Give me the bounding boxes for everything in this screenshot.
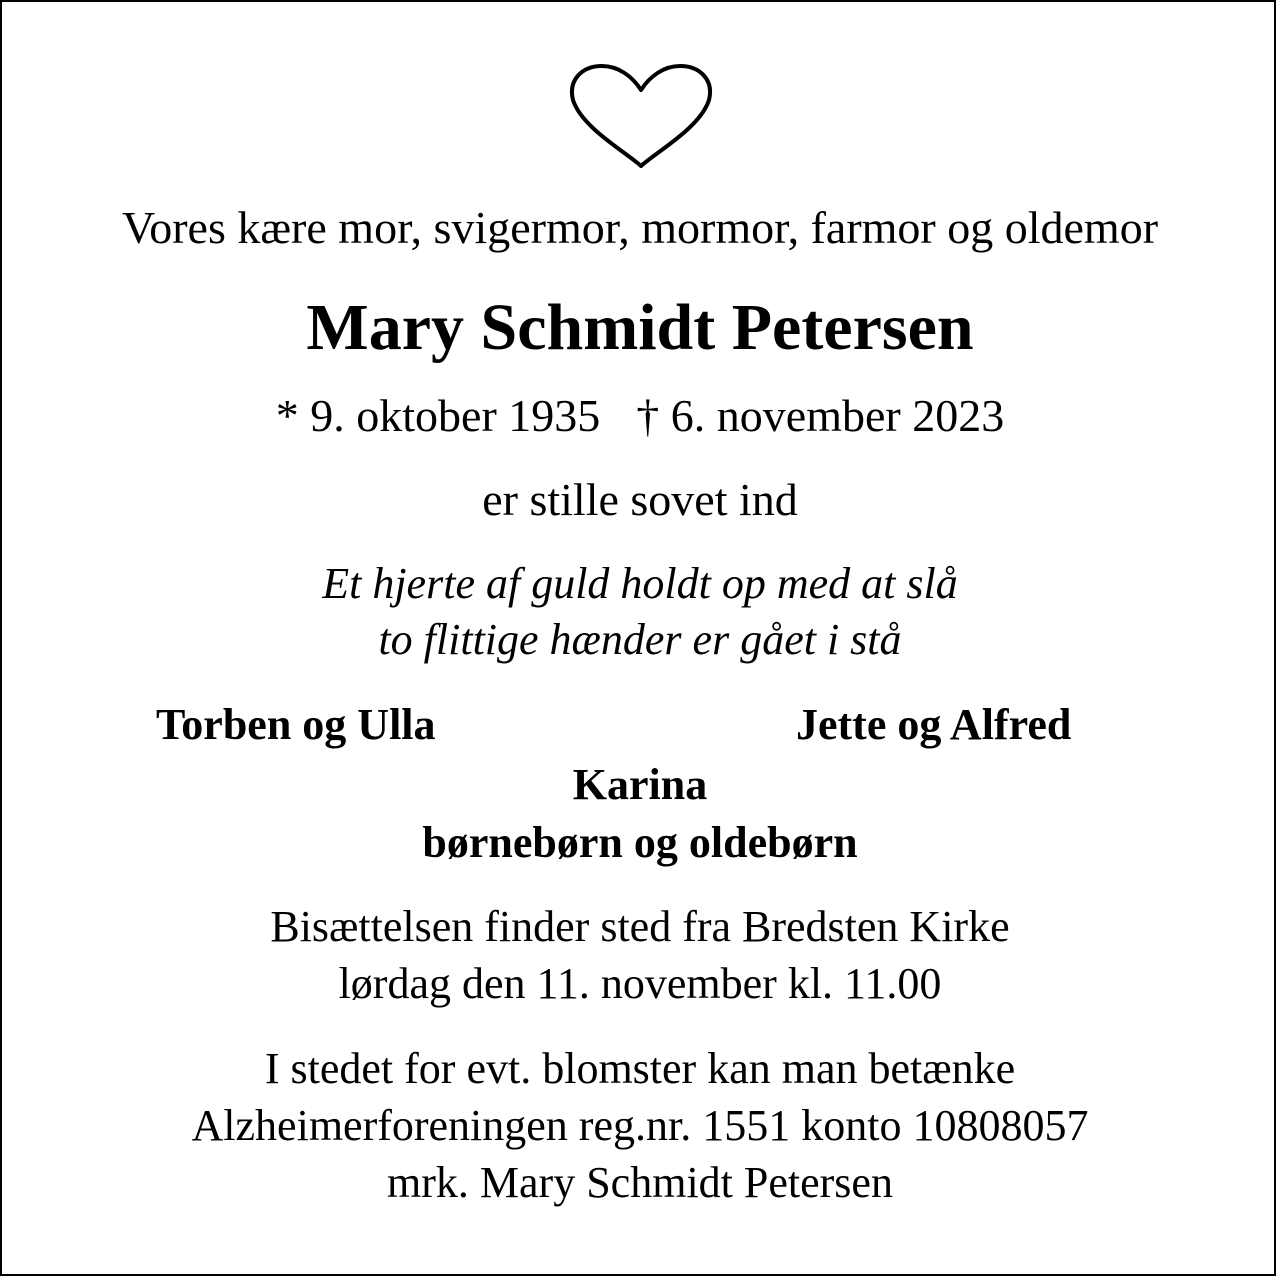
grandchildren-text: børnebørn og oldebørn — [422, 818, 858, 867]
donation-line: I stedet for evt. blomster kan man betænke — [264, 1044, 1016, 1093]
funeral-line: lørdag den 11. november kl. 11.00 — [338, 959, 942, 1008]
life-dates — [0, 386, 1280, 446]
verse-line: to flittige hænder er gået i stå — [378, 615, 902, 664]
death-date: † 6. november 2023 — [636, 390, 1005, 441]
donation-info — [0, 1040, 1280, 1211]
birth-date: * 9. oktober 1935 — [275, 390, 601, 441]
deceased-name: Mary Schmidt Petersen — [306, 291, 974, 364]
family-center: Karina — [572, 760, 708, 809]
donation-line: Alzheimerforeningen reg.nr. 1551 konto 10808057 — [191, 1101, 1089, 1150]
verse — [0, 556, 1280, 668]
family-left: Torben og Ulla — [156, 700, 436, 749]
funeral-info — [0, 898, 1280, 1012]
passed-away-text: er stille sovet ind — [482, 474, 798, 525]
funeral-line: Bisættelsen finder sted fra Bredsten Kirke — [270, 902, 1010, 951]
donation-line: mrk. Mary Schmidt Petersen — [387, 1158, 893, 1207]
verse-line: Et hjerte af guld holdt op med at slå — [322, 559, 958, 608]
intro-text: Vores kære mor, svigermor, mormor, farmor og oldemor — [121, 202, 1159, 253]
heart-icon — [568, 62, 714, 170]
family-right: Jette og Alfred — [796, 700, 1072, 749]
